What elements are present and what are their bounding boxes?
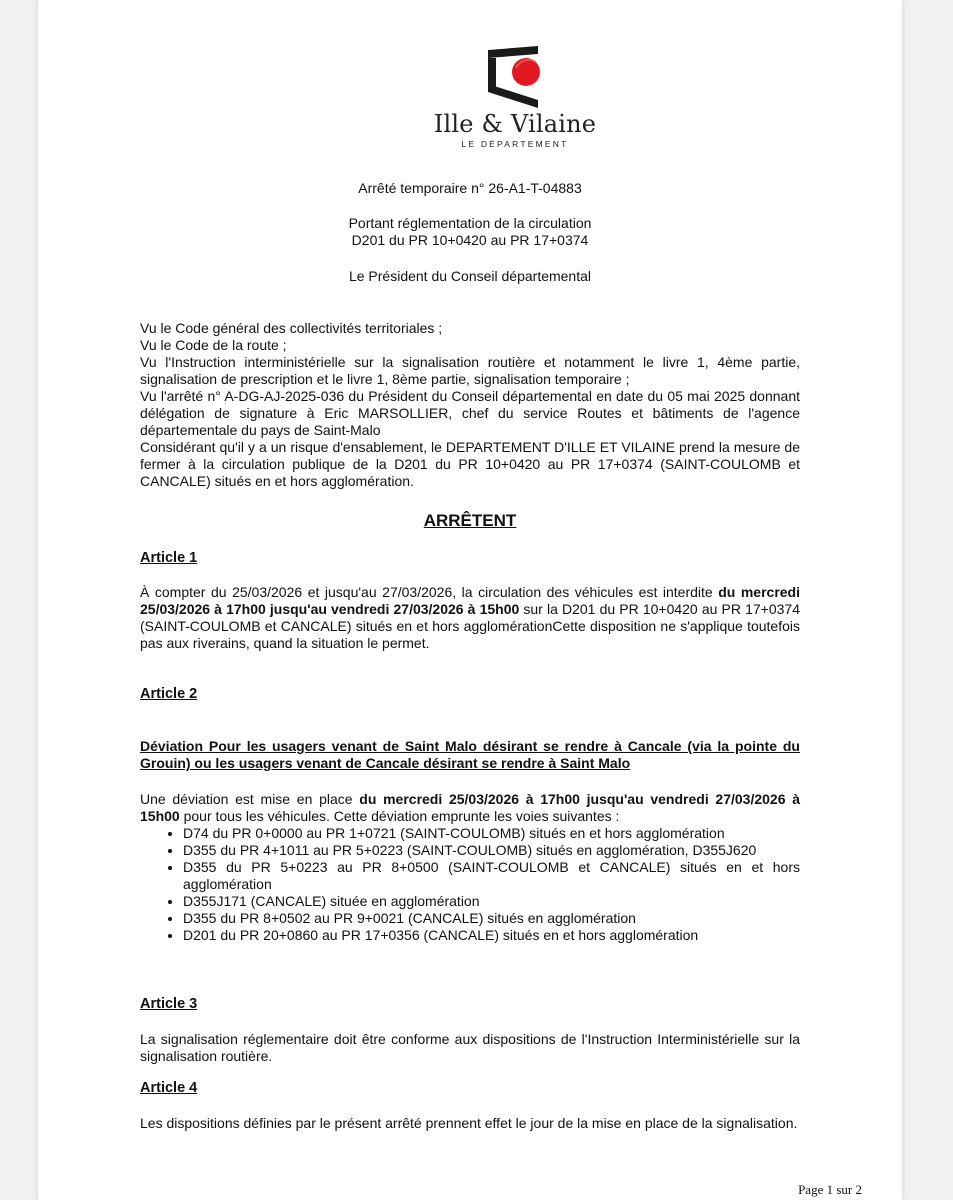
- article-1-title: Article 1: [140, 550, 198, 566]
- consideration-item: Vu l'arrêté n° A-DG-AJ-2025-036 du Président du Conseil départemental en date du 05 mai 2025 donnant délégation de signature à Eric MARSOLLIER, chef du service Routes et bâtiments de l'agence départementale du pays de Saint-Malo: [140, 388, 800, 438]
- deviation-route-list: [140, 825, 800, 944]
- article-3-title: Article 3: [140, 996, 198, 1012]
- article-1-text-before: À compter du 25/03/2026 et jusqu'au 27/03/2026, la circulation des véhicules est interdite: [140, 584, 719, 600]
- article-1-text: [140, 584, 800, 652]
- deviation-title: Déviation Pour les usagers venant de Saint Malo désirant se rendre à Cancale (via la pointe du Grouin) ou les usagers venant de Cancale désirant se rendre à Saint Malo: [140, 738, 800, 771]
- logo-name: Ille & Vilaine: [433, 110, 597, 138]
- ille-vilaine-emblem-icon: [482, 44, 548, 108]
- consideration-item: Vu l'Instruction interministérielle sur la signalisation routière et notamment le livre 1, 4ème partie, signalisation de prescription et le livre 1, 8ème partie, signalisation temporaire ;: [140, 354, 800, 387]
- article-4-title: Article 4: [140, 1080, 198, 1096]
- logo-subtitle: LE DÉPARTEMENT: [461, 139, 569, 149]
- considerations-block: [140, 320, 800, 490]
- article-3-text: La signalisation réglementaire doit être conforme aux dispositions de l'Instruction Interministérielle sur la signalisation routière.: [140, 1031, 800, 1064]
- list-item: • D201 du PR 20+0860 au PR 17+0356 (CANCALE) situés en et hors agglomération: [183, 927, 800, 944]
- decision-heading: ARRÊTENT: [423, 511, 517, 530]
- department-logo: [430, 44, 600, 149]
- consideration-item: Vu le Code général des collectivités territoriales ;: [140, 320, 443, 336]
- arrete-number: Arrêté temporaire n° 26-A1-T-04883: [358, 180, 582, 196]
- document-page: [38, 0, 902, 1200]
- article-4-text: Les dispositions définies par le présent arrêté prennent effet le jour de la mise en place de la signalisation.: [140, 1115, 798, 1131]
- list-item: • D355 du PR 5+0223 au PR 8+0500 (SAINT-COULOMB et CANCALE) situés en et hors agglomération: [183, 859, 800, 893]
- subject-line-2: D201 du PR 10+0420 au PR 17+0374: [351, 232, 589, 248]
- consideration-item: Vu le Code de la route ;: [140, 337, 287, 353]
- article-2-text-before: Une déviation est mise en place: [140, 791, 360, 807]
- article-1-dates: du mercredi 25/03/2026 à 17h00 jusqu'au vendredi 27/03/2026 à 15h00: [140, 584, 801, 617]
- list-item: • D355 du PR 4+1011 au PR 5+0223 (SAINT-COULOMB) situés en agglomération, D355J620: [183, 842, 800, 859]
- list-item: • D355J171 (CANCALE) située en agglomération: [183, 893, 800, 910]
- article-2-dates: du mercredi 25/03/2026 à 17h00 jusqu'au vendredi 27/03/2026 à 15h00: [140, 791, 800, 824]
- list-item: • D74 du PR 0+0000 au PR 1+0721 (SAINT-COULOMB) situés en et hors agglomération: [183, 825, 800, 842]
- article-2-text-after: pour tous les véhicules. Cette déviation emprunte les voies suivantes :: [179, 808, 620, 824]
- page-number: Page 1 sur 2: [798, 1182, 862, 1197]
- article-2-title: Article 2: [140, 686, 198, 702]
- list-item: • D355 du PR 8+0502 au PR 9+0021 (CANCALE) situés en agglomération: [183, 910, 800, 927]
- article-1-text-after: sur la D201 du PR 10+0420 au PR 17+0374 (SAINT-COULOMB et CANCALE) situés en et hors agglomérationCette disposition ne s'applique toutefois pas aux riverains, quand la situation le permet.: [140, 601, 800, 651]
- consideration-item: Considérant qu'il y a un risque d'ensablement, le DEPARTEMENT D'ILLE ET VILAINE prend la mesure de fermer à la circulation publique de la D201 du PR 10+0420 au PR 17+0374 (SAINT-COULOMB et CANCALE) situés en et hors agglomération.: [140, 439, 800, 489]
- authority-line: Le Président du Conseil départemental: [348, 268, 592, 284]
- subject-line-1: Portant réglementation de la circulation: [348, 215, 592, 231]
- article-2-text: [140, 791, 800, 825]
